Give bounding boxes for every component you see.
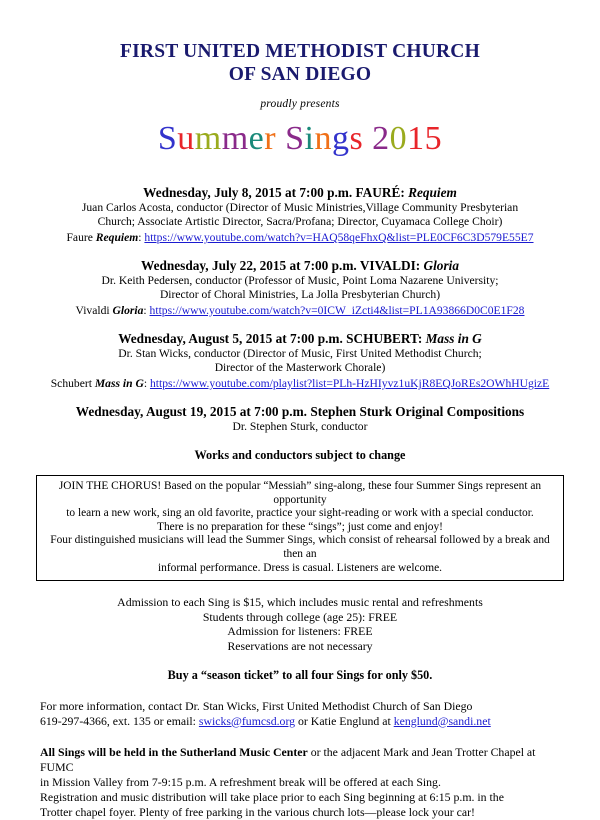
event-conductor-line: Juan Carlos Acosta, conductor (Director of Music Ministries,Village Community Presbyterian xyxy=(81,201,519,214)
organization-name-line1: FIRST UNITED METHODIST CHURCH xyxy=(120,41,480,62)
event-heading-date: Wednesday, August 5, 2015 at 7:00 p.m. SCHUBERT: xyxy=(118,331,426,346)
title-letter: S xyxy=(157,120,178,157)
event-conductor-line: Dr. Keith Pedersen, conductor (Professor of Music, Point Loma Nazarene University; xyxy=(101,274,499,287)
title-letter xyxy=(363,120,372,157)
flyer-page xyxy=(0,40,600,819)
event-heading-work-title: Mass in G xyxy=(425,331,482,346)
event-conductor-line: Dr. Stan Wicks, conductor (Director of Music, First United Methodist Church; xyxy=(118,347,482,360)
title-letter: e xyxy=(248,120,265,157)
event-block xyxy=(32,403,568,434)
event-link-label-work: Mass in G xyxy=(94,377,144,390)
event-link-label-composer: Schubert xyxy=(50,377,95,390)
event-link-label-separator: : xyxy=(143,377,150,390)
event-youtube-link[interactable]: https://www.youtube.com/watch?v=HAQ58qeFhxQ&list=PLE0CF6C3D579E55E7 xyxy=(144,231,534,244)
pricing-line: Reservations are not necessary xyxy=(227,638,373,653)
event-conductor-line: Director of Choral Ministries, La Jolla Presbyterian Church) xyxy=(159,288,441,301)
event-link-label-composer: Vivaldi xyxy=(75,304,113,317)
title-letter: s xyxy=(349,120,364,157)
venue-line-1 xyxy=(40,745,568,775)
proudly-presents-text: proudly presents xyxy=(260,98,340,110)
event-heading-date: Wednesday, August 19, 2015 at 7:00 p.m. Stephen Sturk Original Compositions xyxy=(75,404,525,419)
event-heading-date: Wednesday, July 8, 2015 at 7:00 p.m. FAURÉ: xyxy=(143,185,409,200)
title-letter: m xyxy=(221,120,249,157)
title-letter: r xyxy=(264,120,277,157)
chorus-box-line: There is no preparation for these “sings”; just come and enjoy! xyxy=(157,520,443,533)
title-letter: S xyxy=(285,120,305,157)
events-list xyxy=(32,184,568,434)
event-conductor-line: Church; Associate Artistic Director, Sacra/Profana; Director, Cuyamaca College Choir) xyxy=(97,215,503,228)
event-link-label-composer: Faure xyxy=(66,231,96,244)
works-subject-to-change-notice: Works and conductors subject to change xyxy=(194,448,406,462)
event-link-label-work: Gloria xyxy=(112,304,144,317)
title-letter: u xyxy=(177,120,195,157)
event-block xyxy=(32,330,568,391)
email-link-swicks[interactable]: swicks@fumcsd.org xyxy=(198,713,296,728)
venue-line-4: Trotter chapel foyer. Plenty of free parking in the various church lots—please lock your car! xyxy=(40,804,475,819)
event-youtube-link[interactable]: https://www.youtube.com/playlist?list=PLh-HzHIyvz1uKjR8EQJoREs2OWhHUgizE xyxy=(149,377,550,390)
chorus-box-line: Four distinguished musicians will lead the Summer Sings, which consist of rehearsal followed by a break and then an xyxy=(50,534,550,560)
event-heading-work-title: Gloria xyxy=(423,258,459,273)
organization-name-line2: OF SAN DIEGO xyxy=(228,64,372,85)
join-the-chorus-box xyxy=(36,475,564,581)
event-link-label-separator: : xyxy=(143,304,150,317)
chorus-box-line: to learn a new work, sing an old favorite, practice your sight-reading or work with a special conductor. xyxy=(66,507,534,520)
page-title xyxy=(32,120,568,158)
title-letter: i xyxy=(304,120,315,157)
event-link-label-separator: : xyxy=(138,231,145,244)
pricing-line: Students through college (age 25): FREE xyxy=(202,609,398,624)
venue-line-3: Registration and music distribution will take place prior to each Sing beginning at 6:15 p.m. in the xyxy=(40,789,504,804)
title-letter: 5 xyxy=(424,120,443,157)
event-link-label-work: Requiem xyxy=(95,231,139,244)
email-link-kenglund[interactable]: kenglund@sandi.net xyxy=(393,713,491,728)
venue-info xyxy=(32,745,568,820)
venue-line-2: in Mission Valley from 7-9:15 p.m. A refreshment break will be offered at each Sing. xyxy=(40,774,441,789)
title-letter: g xyxy=(331,120,350,157)
event-link-line xyxy=(32,230,568,245)
contact-info xyxy=(32,699,568,729)
chorus-box-line: JOIN THE CHORUS! Based on the popular “Messiah” sing-along, these four Summer Sings represent an opportunity xyxy=(58,480,542,506)
title-letter: 0 xyxy=(389,120,408,157)
venue-bold-lead: All Sings will be held in the Sutherland Music Center xyxy=(40,744,308,759)
season-ticket-text: Buy a “season ticket” to all four Sings for only $50. xyxy=(167,667,433,682)
event-block xyxy=(32,257,568,318)
pricing-info xyxy=(32,595,568,653)
pricing-line: Admission for listeners: FREE xyxy=(227,624,373,639)
contact-line-2 xyxy=(40,714,568,729)
event-link-line xyxy=(32,303,568,318)
event-heading xyxy=(32,184,568,201)
chorus-box-line: informal performance. Dress is casual. Listeners are welcome. xyxy=(157,561,442,574)
event-heading xyxy=(32,403,568,420)
pricing-line: Admission to each Sing is $15, which includes music rental and refreshments xyxy=(117,595,483,610)
contact-phone-text: 619-297-4366, ext. 135 or email: xyxy=(40,713,199,728)
event-heading-date: Wednesday, July 22, 2015 at 7:00 p.m. VIVALDI: xyxy=(141,258,424,273)
event-block xyxy=(32,184,568,245)
event-youtube-link[interactable]: https://www.youtube.com/watch?v=0ICW_iZcti4&list=PL1A93866D0C0E1F28 xyxy=(149,304,525,317)
title-letter: m xyxy=(194,120,222,157)
contact-line-1: For more information, contact Dr. Stan Wicks, First United Methodist Church of San Diego xyxy=(40,698,473,713)
event-conductor-line: Dr. Stephen Sturk, conductor xyxy=(232,420,368,433)
organization-name xyxy=(32,40,568,86)
event-conductor-line: Director of the Masterwork Chorale) xyxy=(214,361,386,374)
venue-line-1-rest: or the adjacent Mark and Jean Trotter Chapel at FUMC xyxy=(40,744,536,774)
contact-middle-text: or Katie Englund at xyxy=(295,713,394,728)
event-heading xyxy=(32,257,568,274)
event-heading-work-title: Requiem xyxy=(408,185,457,200)
title-letter: 1 xyxy=(407,120,425,157)
event-heading xyxy=(32,330,568,347)
event-link-line xyxy=(32,376,568,391)
title-letter: n xyxy=(314,120,332,157)
title-letter: 2 xyxy=(372,120,390,157)
title-letter xyxy=(276,120,285,157)
